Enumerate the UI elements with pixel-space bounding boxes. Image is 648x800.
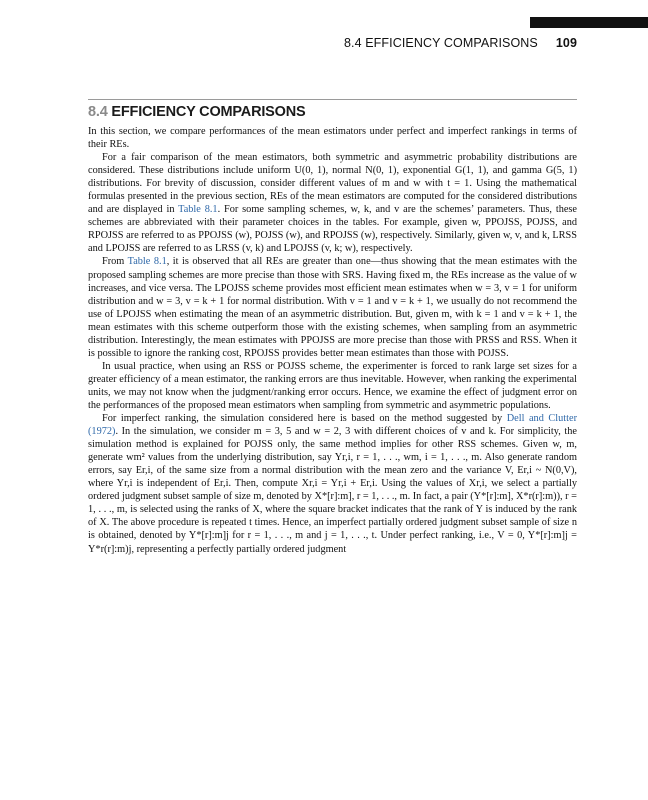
section-title: EFFICIENCY COMPARISONS — [111, 104, 306, 120]
running-title: 8.4 EFFICIENCY COMPARISONS — [344, 36, 538, 50]
section-heading — [88, 104, 305, 120]
table-reference-link[interactable]: Table 8.1 — [127, 256, 167, 268]
text-run: For imperfect ranking, the simulation considered here is based on the method suggested by — [102, 413, 507, 425]
text-run: In this section, we compare performances of the mean estimators under perfect and imperfect rankings in terms of their REs. — [88, 126, 577, 151]
paragraph-imperfect-ranking — [88, 412, 577, 556]
text-run: In usual practice, when using an RSS or POJSS scheme, the experimenter is forced to rank large set sizes for a greater efficiency of a mean estimator, the ranking errors are thus inevitable. However, when ranking the experimental units, we may not know when the judgment/ranking error occurs. Hence, we examine the effect of judgment error on the performances of the proposed mean estimators when sampling from symmetric and asymmetric populations. — [88, 360, 577, 411]
text-run: . In the simulation, we consider m = 3, 5 and w = 2, 3 with different choices of v and k. For simplicity, the simulation method is explained for POJSS only, the same method implies for other RSS schemes. Given w, m, generate wm² values from the underlying distribution, say Yr,i, r = 1, . . ., wm, i = 1, . . ., m. Also generate random errors, say Er,i, of the same size from a normal distribution with the mean zero and the variance V, Er,i ~ N(0,V), where Yr,i is independent of Er,i. Then, compute Xr,i = Yr,i + Er,i. Using the values of Xr,i, we select a partially ordered judgment subset sample of size m, denoted by X*[r]:m], r = 1, . . ., m. In fact, a pair (Y*[r]:m], X*r(r]:m)), r = 1, . . ., m, is selected using the ranks of X, where the square bracket indicates that the rank of Y is induced by the rank of X. The above procedure is repeated t times. Hence, an imperfect partially ordered judgment subset sample of size n is obtained, denoted by Y*[r]:m]j for r = 1, . . ., m and j = 1, . . ., t. Under perfect ranking, i.e., V = 0, Y*[r]:m]j = Y*r(r]:m)j, representing a perfectly partially ordered judgment — [88, 426, 577, 555]
paragraph-results — [88, 255, 577, 359]
body-text — [88, 125, 577, 556]
paragraph-distributions — [88, 151, 577, 255]
running-header — [0, 36, 577, 50]
top-rule — [530, 17, 648, 28]
paragraph-intro — [88, 125, 577, 151]
citation-link[interactable]: Dell and Clutter (1972) — [88, 413, 577, 438]
text-run: For a fair comparison of the mean estimators, both symmetric and asymmetric probability distributions are considered. These distributions include uniform U(0, 1), normal N(0, 1), exponential G(1, 1), and gamma G(5, 1) distributions. For brevity of discussion, consider different values of m and w with t = 1. Using the mathematical formulas presented in the previous section, REs of the mean estimators are computed for the considered distributions and are displayed in — [88, 152, 577, 216]
table-reference-link[interactable]: Table 8.1 — [178, 204, 218, 216]
text-run: From — [102, 256, 128, 268]
paragraph-practice — [88, 360, 577, 412]
text-run: , it is observed that all REs are greater than one—thus showing that the mean estimates with the proposed sampling schemes are more precise than those with SRS. Having fixed m, the REs increase as the value of w increases, and vice versa. The LPOJSS scheme provides most efficient mean estimates when w = 3, v = 1 for uniform distribution and w = 3, v = k + 1 for normal distribution. With v = 1 and v = k + 1, we usually do not recommend the use of LPOJSS when estimating the mean of an asymmetric distribution. But, given m, with k = 1 and v = k + 1, the mean estimates with this scheme outperform those with the existing schemes, when sampling from an asymmetric distribution. Interestingly, the mean estimates with PPOJSS are more precise than those with PRSS and RSS. When it is possible to ignore the ranking cost, RPOJSS provides better mean estimates than those with POJSS. — [88, 256, 577, 359]
section-number: 8.4 — [88, 104, 108, 120]
page-number: 109 — [555, 36, 577, 50]
section-rule — [88, 99, 577, 100]
text-run: . For some sampling schemes, w, k, and v are the schemes’ parameters. Thus, these schemes are abbreviated with their parameter choices in the tables. For example, given w, PPOJSS, POJSS, and RPOJSS are referred to as PPOJSS (w), POJSS (w), and RPOJSS (w), respectively. Similarly, given w, v, and k, LRSS and LPOJSS are referred to as LRSS (v, k) and LPOJSS (v, k; w), respectively. — [88, 204, 577, 255]
